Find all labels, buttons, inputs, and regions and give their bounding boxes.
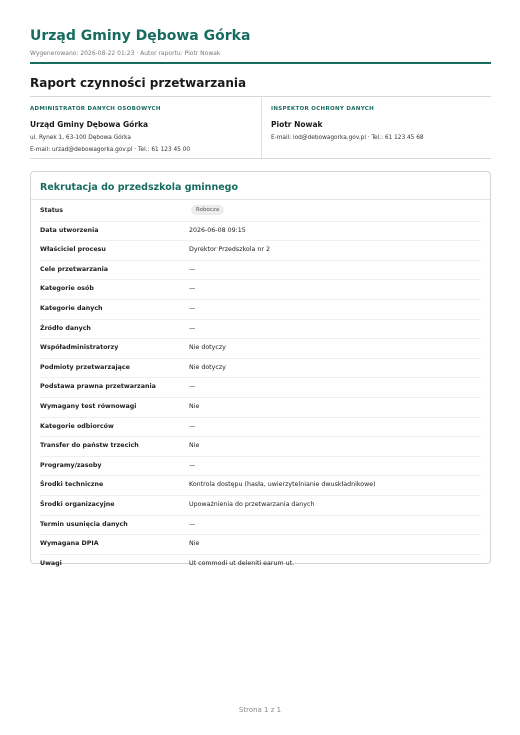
detail-label: Kategorie odbiorców — [40, 422, 114, 430]
administrator-section — [30, 106, 259, 153]
detail-row — [40, 437, 481, 457]
inspector-name: Piotr Nowak — [271, 120, 323, 129]
detail-row — [40, 300, 481, 320]
inspector-section — [271, 106, 491, 141]
detail-label: Środki organizacyjne — [40, 500, 115, 508]
detail-row — [40, 222, 481, 242]
administrator-address: ul. Rynek 1, 63-100 Dębowa Górka — [30, 135, 131, 141]
detail-value: 2026-06-08 09:15 — [189, 226, 246, 234]
detail-row — [40, 516, 481, 536]
detail-label: Kategorie danych — [40, 304, 103, 312]
detail-value: — — [189, 520, 196, 528]
status-badge: Robocza — [191, 205, 224, 215]
report-title: Raport czynności przetwarzania — [30, 76, 247, 90]
detail-label: Data utworzenia — [40, 226, 99, 234]
detail-label: Środki techniczne — [40, 481, 104, 489]
detail-row — [40, 320, 481, 340]
administrator-contact: E-mail: urzad@debowagorka.gov.pl · Tel.: 61 123 45 00 — [30, 147, 191, 153]
detail-row — [40, 476, 481, 496]
detail-label: Współadministratorzy — [40, 344, 119, 352]
detail-label: Źródło danych — [40, 324, 91, 332]
detail-row — [40, 496, 481, 516]
detail-value: — — [189, 324, 196, 332]
detail-value: — — [189, 383, 196, 391]
organization-title: Urząd Gminy Dębowa Górka — [30, 28, 251, 44]
detail-row — [40, 418, 481, 438]
administrator-heading: ADMINISTRATOR DANYCH OSOBOWYCH — [30, 106, 161, 112]
detail-value: — — [189, 265, 196, 273]
detail-value: Upoważnienia do przetwarzania danych — [189, 500, 315, 508]
parties-bottom-divider — [30, 158, 491, 159]
detail-row — [40, 280, 481, 300]
generation-meta: Wygenerowano: 2026-08-22 01:23 · Autor raportu: Piotr Nowak — [30, 50, 221, 57]
detail-value: Dyrektor Przedszkola nr 2 — [189, 246, 270, 254]
detail-value: — — [189, 304, 196, 312]
detail-row — [40, 339, 481, 359]
detail-row — [40, 555, 481, 574]
inspector-heading: INSPEKTOR OCHRONY DANYCH — [271, 106, 375, 112]
parties-separator — [261, 98, 262, 158]
activity-title-divider — [31, 199, 490, 200]
administrator-name: Urząd Gminy Dębowa Górka — [30, 120, 149, 129]
detail-row — [40, 398, 481, 418]
activity-details — [40, 202, 481, 573]
detail-label: Uwagi — [40, 559, 62, 567]
inspector-contact: E-mail: iod@debowagorka.gov.pl · Tel.: 61 123 45 68 — [271, 135, 424, 141]
detail-value: Nie dotyczy — [189, 363, 226, 371]
detail-value: Nie — [189, 540, 200, 548]
detail-value: — — [189, 461, 196, 469]
parties-top-divider — [30, 96, 491, 97]
detail-label: Transfer do państw trzecich — [40, 442, 139, 450]
detail-label: Podstawa prawna przetwarzania — [40, 383, 156, 391]
detail-value: — — [189, 285, 196, 293]
detail-label: Termin usunięcia danych — [40, 520, 128, 528]
detail-label: Status — [40, 207, 64, 214]
detail-row — [40, 535, 481, 555]
detail-value: Nie dotyczy — [189, 344, 226, 352]
detail-row — [40, 359, 481, 379]
activity-card — [30, 171, 491, 567]
detail-label: Kategorie osób — [40, 285, 94, 293]
detail-label: Właściciel procesu — [40, 246, 106, 254]
detail-label: Cele przetwarzania — [40, 265, 109, 273]
detail-value: Nie — [189, 442, 200, 450]
detail-row-status — [40, 202, 481, 222]
detail-row — [40, 261, 481, 281]
detail-label: Programy/zasoby — [40, 461, 102, 469]
detail-value: Ut commodi ut deleniti earum ut. — [189, 559, 295, 567]
detail-value: Kontrola dostępu (hasła, uwierzytelnianie dwuskładnikowe) — [189, 481, 376, 489]
page-number: Strona 1 z 1 — [238, 706, 282, 714]
detail-row — [40, 457, 481, 477]
header-divider — [30, 62, 491, 64]
detail-row — [40, 378, 481, 398]
detail-row — [40, 241, 481, 261]
detail-value: Nie — [189, 402, 200, 410]
detail-label: Wymagana DPIA — [40, 540, 99, 548]
detail-label: Wymagany test równowagi — [40, 402, 137, 410]
detail-label: Podmioty przetwarzające — [40, 363, 130, 371]
detail-value: — — [189, 422, 196, 430]
activity-title: Rekrutacja do przedszkola gminnego — [40, 182, 238, 193]
